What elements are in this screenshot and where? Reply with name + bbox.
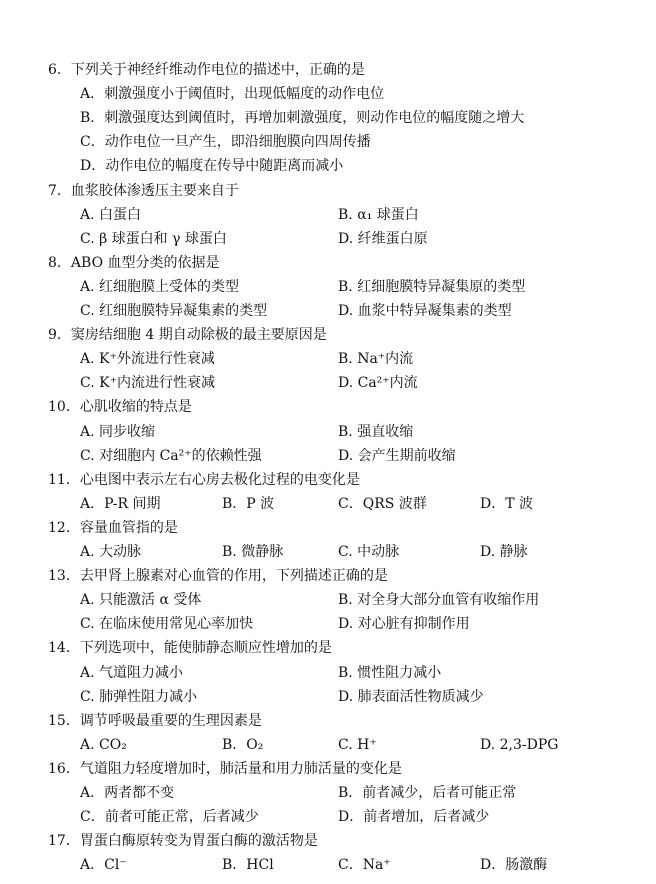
question-8-stem: 8．ABO 血型分类的依据是 xyxy=(48,254,220,271)
q15-option-d: D. 2,3-DPG xyxy=(480,736,559,753)
q12-option-a: A. 大动脉 xyxy=(80,544,142,560)
q10-option-b: B. 强直收缩 xyxy=(338,423,414,440)
q15-option-b: B．O₂ xyxy=(222,736,264,753)
q16-option-b: B．前者减少，后者可能正常 xyxy=(338,785,517,801)
q13-option-b: B. 对全身大部分血管有收缩作用 xyxy=(338,592,540,609)
q14-option-c: C. 肺弹性阻力减小 xyxy=(80,688,198,705)
q10-option-a: A. 同步收缩 xyxy=(80,423,156,440)
q6-option-d: D．动作电位的幅度在传导中随距离而减小 xyxy=(80,158,344,175)
q7-option-b: B. α₁ 球蛋白 xyxy=(338,206,419,223)
q9-option-d: D. Ca²⁺内流 xyxy=(338,375,418,392)
q12-option-c: C. 中动脉 xyxy=(338,544,400,560)
q8-option-a: A. 红细胞膜上受体的类型 xyxy=(80,278,240,295)
q6-option-b: B．刺激强度达到阈值时，再增加刺激强度，则动作电位的幅度随之增大 xyxy=(80,110,525,127)
q15-option-c: C. H⁺ xyxy=(338,736,377,753)
q7-option-a: A. 白蛋白 xyxy=(80,206,142,223)
question-11-stem: 11．心电图中表示左右心房去极化过程的电变化是 xyxy=(48,471,360,488)
q16-option-d: D．前者增加，后者减少 xyxy=(338,809,490,826)
question-17-stem: 17．胃蛋白酶原转变为胃蛋白酶的激活物是 xyxy=(48,833,318,850)
q17-option-a: A．Cl⁻ xyxy=(80,857,127,874)
q7-option-d: D. 纤维蛋白原 xyxy=(338,230,428,247)
q14-option-b: B. 惯性阻力减小 xyxy=(338,664,442,681)
question-16-stem: 16．气道阻力轻度增加时，肺活量和用力肺活量的变化是 xyxy=(48,760,402,777)
q8-option-c: C. 红细胞膜特异凝集素的类型 xyxy=(80,303,268,319)
q16-option-a: A．两者都不变 xyxy=(80,785,175,801)
q12-option-b: B. 微静脉 xyxy=(222,544,284,560)
q7-option-c: C. β 球蛋白和 γ 球蛋白 xyxy=(80,230,227,247)
q14-option-d: D. 肺表面活性物质减少 xyxy=(338,688,484,705)
q9-option-b: B. Na⁺内流 xyxy=(338,351,414,368)
question-7-stem: 7．血浆胶体渗透压主要来自于 xyxy=(48,182,239,199)
q8-option-d: D. 血浆中特异凝集素的类型 xyxy=(338,303,512,319)
question-6-stem: 6．下列关于神经纤维动作电位的描述中，正确的是 xyxy=(48,62,365,78)
q13-option-d: D. 对心脏有抑制作用 xyxy=(338,616,470,633)
q17-option-d: D．肠激酶 xyxy=(480,857,548,874)
q17-option-c: C．Na⁺ xyxy=(338,857,391,874)
q11-option-d: D．T 波 xyxy=(480,495,534,512)
q13-option-c: C. 在临床使用常见心率加快 xyxy=(80,616,254,633)
q9-option-c: C. K⁺内流进行性衰减 xyxy=(80,375,215,392)
question-13-stem: 13．去甲肾上腺素对心血管的作用，下列描述正确的是 xyxy=(48,568,388,585)
q9-option-a: A. K⁺外流进行性衰减 xyxy=(80,351,215,368)
question-10-stem: 10．心肌收缩的特点是 xyxy=(48,399,192,416)
question-9-stem: 9．窦房结细胞 4 期自动除极的最主要原因是 xyxy=(48,327,327,344)
q10-option-c: C. 对细胞内 Ca²⁺的依赖性强 xyxy=(80,447,262,464)
question-14-stem: 14．下列选项中，能使肺静态顺应性增加的是 xyxy=(48,640,332,657)
q6-option-c: C．动作电位一旦产生，即沿细胞膜向四周传播 xyxy=(80,134,371,151)
q17-option-b: B．HCl xyxy=(222,857,274,874)
q12-option-d: D. 静脉 xyxy=(480,544,528,560)
question-12-stem: 12．容量血管指的是 xyxy=(48,519,178,536)
q13-option-a: A. 只能激活 α 受体 xyxy=(80,592,202,609)
q16-option-c: C．前者可能正常，后者减少 xyxy=(80,809,259,826)
q11-option-b: B．P 波 xyxy=(222,495,275,512)
q10-option-d: D. 会产生期前收缩 xyxy=(338,447,456,464)
q11-option-a: A．P-R 间期 xyxy=(80,495,161,512)
question-15-stem: 15．调节呼吸最重要的生理因素是 xyxy=(48,712,262,729)
q11-option-c: C．QRS 波群 xyxy=(338,495,427,512)
q14-option-a: A. 气道阻力减小 xyxy=(80,664,184,681)
q8-option-b: B. 红细胞膜特异凝集原的类型 xyxy=(338,278,526,295)
q15-option-a: A. CO₂ xyxy=(80,736,127,753)
q6-option-a: A．刺激强度小于阈值时，出现低幅度的动作电位 xyxy=(80,86,385,103)
